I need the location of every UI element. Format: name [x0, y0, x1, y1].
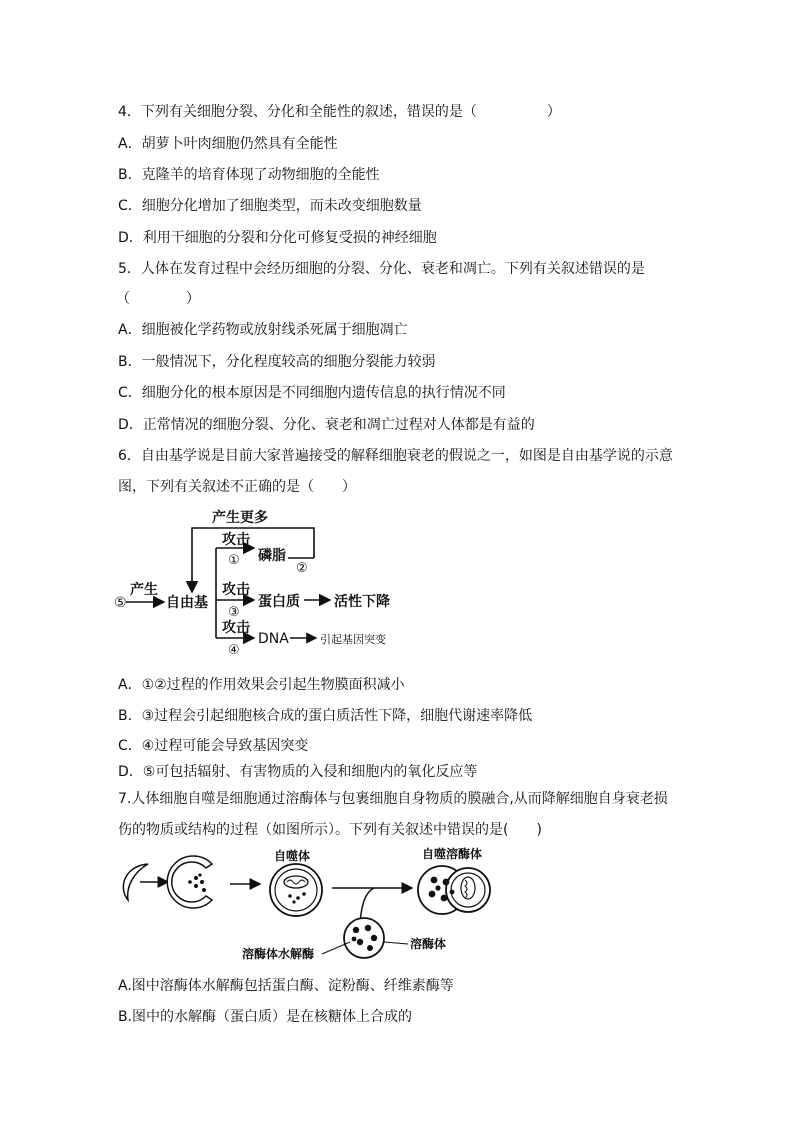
q6-option-b: B．③过程会引起细胞核合成的蛋白质活性下降，细胞代谢速率降低 — [118, 708, 533, 724]
feedback-loop-line — [192, 528, 314, 592]
autophagy-diagram — [112, 842, 512, 970]
label-radical: 自由基 — [166, 595, 208, 611]
label-two: ② — [296, 561, 308, 576]
label-five: ⑤ — [114, 595, 127, 611]
label-hydrolase: 溶酶体水解酶 — [242, 947, 315, 961]
lysosome-pointer — [384, 942, 408, 944]
label-more: 产生更多 — [212, 510, 268, 526]
label-one: ① — [228, 553, 240, 568]
lysosome-join-line — [360, 888, 374, 922]
q5-blank: （ ） — [116, 291, 200, 307]
q7-stem-line1: 7.人体细胞自噬是细胞通过溶酶体与包裹细胞自身物质的膜融合,从而降解细胞自身衰老损 — [118, 791, 668, 807]
q5-option-b: B．一般情况下，分化程度较高的细胞分裂能力较弱 — [118, 354, 436, 370]
q5-option-a: A．细胞被化学药物或放射线杀死属于细胞凋亡 — [118, 322, 408, 338]
label-activity: 活性下降 — [334, 594, 390, 610]
q4-option-b: B．克隆羊的培育体现了动物细胞的全能性 — [118, 167, 380, 183]
q5-option-c: C．细胞分化的根本原因是不同细胞内遗传信息的执行情况不同 — [118, 385, 506, 401]
q4-stem: 4．下列有关细胞分裂、分化和全能性的叙述，错误的是（ ） — [118, 104, 561, 120]
cargo-dots-icon — [188, 873, 206, 892]
q4-option-d: D．利用干细胞的分裂和分化可修复受损的神经细胞 — [118, 230, 437, 246]
lysosome-icon — [344, 918, 384, 958]
q7-option-a: A.图中溶酶体水解酶包括蛋白酶、淀粉酶、纤维素酶等 — [118, 978, 454, 994]
q4-option-a: A．胡萝卜叶肉细胞仍然具有全能性 — [118, 136, 338, 152]
q6-stem-line2: 图，下列有关叙述不正确的是（ ） — [118, 479, 356, 495]
label-lipid: 磷脂 — [258, 548, 286, 564]
q7-stem-line2: 伤的物质或结构的过程（如图所示）。下列有关叙述中错误的是( ) — [118, 822, 542, 838]
label-produce: 产生 — [130, 582, 158, 598]
label-attack1: 攻击 — [222, 532, 250, 548]
q5-option-d: D．正常情况的细胞分裂、分化、衰老和凋亡过程对人体都是有益的 — [118, 417, 535, 433]
q6-option-a: A．①②过程的作用效果会引起生物膜面积减小 — [118, 677, 405, 693]
q6-option-c: C．④过程可能会导致基因突变 — [118, 738, 309, 754]
q5-stem: 5．人体在发育过程中会经历细胞的分裂、分化、衰老和凋亡。下列有关叙述错误的是 — [118, 261, 645, 277]
label-attack2: 攻击 — [222, 582, 250, 598]
label-three: ③ — [228, 605, 240, 620]
label-autolysosome: 自噬溶酶体 — [422, 847, 483, 861]
label-four: ④ — [228, 643, 240, 658]
q6-option-d: D．⑤可包括辐射、有害物质的入侵和细胞内的氧化反应等 — [118, 764, 478, 780]
label-protein: 蛋白质 — [258, 594, 300, 610]
free-radical-diagram — [112, 502, 412, 662]
label-mutation: 引起基因突变 — [320, 633, 386, 646]
label-autophagosome: 自噬体 — [274, 849, 311, 863]
q4-option-c: C．细胞分化增加了细胞类型，而未改变细胞数量 — [118, 198, 422, 214]
q6-stem-line1: 6．自由基学说是目前大家普遍接受的解释细胞衰老的假说之一，如图是自由基学说的示意 — [118, 448, 673, 464]
label-dna: DNA — [258, 631, 289, 647]
label-attack3: 攻击 — [222, 620, 250, 636]
label-lysosome: 溶酶体 — [410, 937, 447, 951]
autophagosome-inner — [275, 869, 317, 911]
q7-option-b: B.图中的水解酶（蛋白质）是在核糖体上合成的 — [118, 1009, 413, 1025]
